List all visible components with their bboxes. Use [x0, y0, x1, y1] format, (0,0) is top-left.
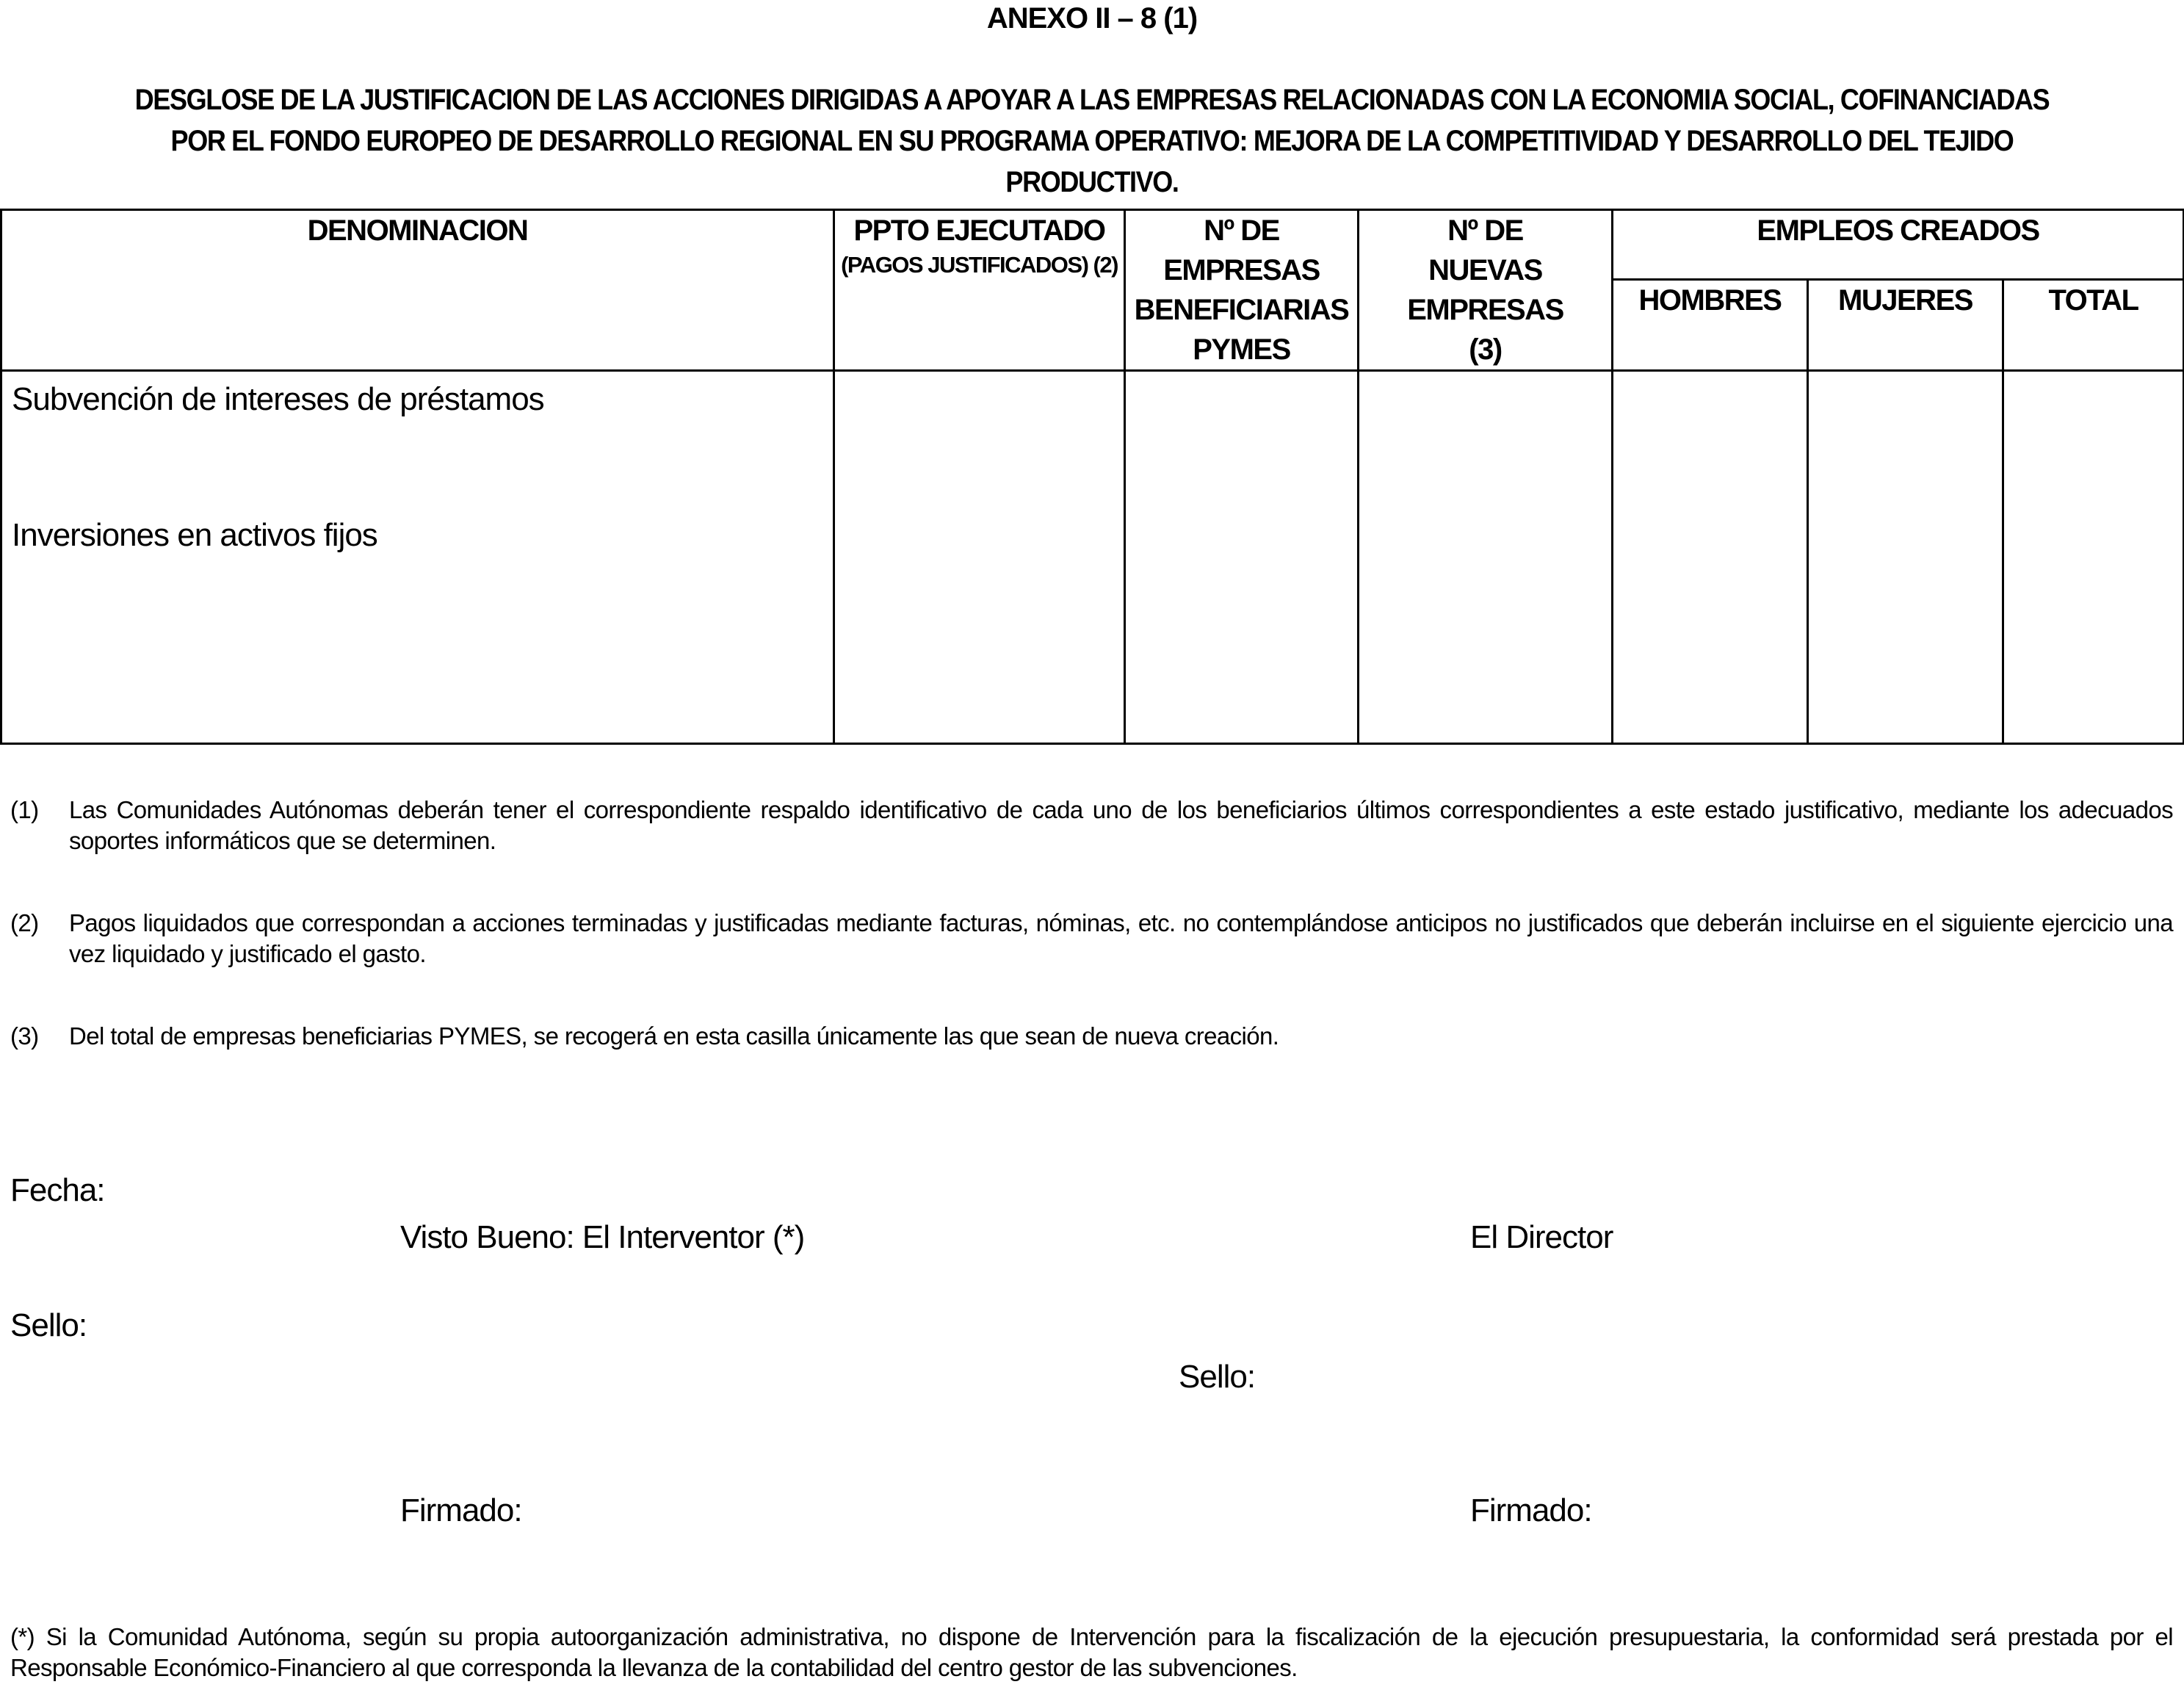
- footnote: (*) Si la Comunidad Autónoma, según su propia autoorganización administrativa, no dispone de Intervención para la fiscalización de la ejecución presupuestaria, la conformidad será prestada por el Responsable Económico-Financiero al que corresponda la llevanza de la contabilidad del centro gestor de las subvenciones.: [10, 1623, 2173, 1681]
- justification-table: [0, 209, 2184, 745]
- note-1-number: (1): [10, 796, 39, 823]
- hombres-cell[interactable]: [1613, 371, 1808, 744]
- note-2-text: Pagos liquidados que correspondan a acciones terminadas y justificadas mediante facturas, nóminas, etc. no contemplándose anticipos no justificados que deberán incluirse en el siguiente ejercicio una vez liquidado y justificado el gasto.: [69, 909, 2173, 967]
- header-empleos-creados: EMPLEOS CREADOS: [1613, 210, 2184, 280]
- header-ppto-ejecutado: PPTO EJECUTADO (PAGOS JUSTIFICADOS) (2): [834, 210, 1125, 371]
- note-3-text: Del total de empresas beneficiarias PYMES, se recogerá en esta casilla únicamente las que sean de nueva creación.: [69, 1022, 1279, 1050]
- firmado-left-label: Firmado:: [400, 1492, 522, 1528]
- nuevas-cell[interactable]: [1359, 371, 1613, 744]
- ppto-cell[interactable]: [834, 371, 1125, 744]
- header-empresas-beneficiarias: Nº DE EMPRESAS BENEFICIARIAS PYMES: [1125, 210, 1359, 371]
- header-denominacion: DENOMINACION: [1, 210, 834, 371]
- visto-bueno-label: Visto Bueno: El Interventor (*): [400, 1219, 805, 1255]
- note-1-text: Las Comunidades Autónomas deberán tener el correspondiente respaldo identificativo de cada uno de los beneficiarios últimos correspondientes a este estado justificativo, mediante los adecuados soportes informáticos que se determinen.: [69, 796, 2173, 854]
- note-3: [10, 1021, 2173, 1052]
- empresas-cell[interactable]: [1125, 371, 1359, 744]
- sello-right-label: Sello:: [1179, 1359, 1256, 1395]
- note-2-number: (2): [10, 909, 39, 936]
- director-label: El Director: [1470, 1219, 1613, 1255]
- header-total: TOTAL: [2003, 279, 2184, 370]
- total-cell[interactable]: [2003, 371, 2184, 744]
- firmado-right-label: Firmado:: [1470, 1492, 1592, 1528]
- annex-title: ANEXO II – 8 (1): [986, 2, 1198, 35]
- header-ppto-sub: (PAGOS JUSTIFICADOS) (2): [841, 252, 1118, 278]
- document-heading: DESGLOSE DE LA JUSTIFICACION DE LAS ACCIONES DIRIGIDAS A APOYAR A LAS EMPRESAS RELACIONADAS CON LA ECONOMIA SOCIAL, COFINANCIADAS POR EL FONDO EUROPEO DE DESARROLLO REGIONAL EN SU PROGRAMA OPERATIVO: MEJORA DE LA COMPETITIVIDAD Y DESARROLLO DEL TEJIDO PRODUCTIVO.: [134, 84, 2050, 198]
- header-hombres: HOMBRES: [1613, 279, 1808, 370]
- header-nuevas-empresas: Nº DE NUEVAS EMPRESAS (3): [1359, 210, 1613, 371]
- sello-left-label: Sello:: [10, 1307, 87, 1343]
- fecha-label: Fecha:: [10, 1172, 105, 1208]
- note-2: [10, 908, 2173, 969]
- note-1: [10, 795, 2173, 856]
- mujeres-cell[interactable]: [1808, 371, 2003, 744]
- row-label-subvencion: Subvención de intereses de préstamos: [12, 381, 544, 417]
- note-3-number: (3): [10, 1022, 39, 1050]
- row-label-inversiones: Inversiones en activos fijos: [12, 517, 377, 553]
- header-mujeres: MUJERES: [1808, 279, 2003, 370]
- denominacion-cell: [1, 371, 834, 744]
